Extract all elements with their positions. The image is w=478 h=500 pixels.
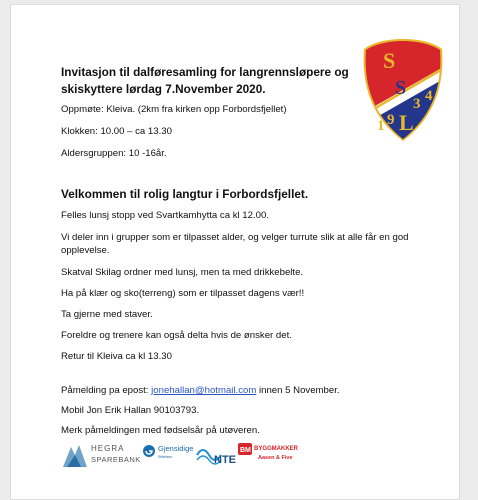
poles-text: Ta gjerne med staver. bbox=[61, 309, 153, 320]
signup-suffix: innen 5 November. bbox=[256, 385, 340, 396]
gjensidige-sub: Stiftelsen bbox=[158, 455, 173, 459]
groups-text: Vi deler inn i grupper som er tilpasset alder, og velger turrute slik at alle får en god opplevelse. bbox=[61, 232, 409, 256]
birthyear-text: Merk påmeldingen med fødselsår på utøveren. bbox=[61, 425, 260, 436]
welcome-heading: Velkommen til rolig langtur i Forbordsfjellet. bbox=[61, 187, 309, 201]
nte-logo bbox=[197, 450, 236, 466]
byggmakker-logo bbox=[238, 443, 299, 461]
signup-prefix: Påmelding pa epost: bbox=[61, 385, 152, 396]
hegra-sparebank-logo bbox=[63, 444, 141, 467]
sponsor-logos bbox=[61, 437, 299, 469]
crest-digit-1: 1 bbox=[377, 118, 385, 134]
email-link[interactable]: jonehallan@hotmail.com bbox=[151, 385, 257, 396]
club-crest-logo bbox=[361, 38, 445, 142]
heading-line2: skiskyttere lørdag 7.November 2020. bbox=[61, 82, 266, 96]
hegra-name: HEGRA bbox=[91, 444, 125, 453]
crest-digit-9: 9 bbox=[387, 112, 395, 128]
crest-digit-3: 3 bbox=[413, 96, 421, 112]
byggmakker-name: BYGGMAKKER bbox=[254, 446, 299, 452]
gjensidige-name: Gjensidige bbox=[158, 444, 194, 453]
skilag-text: Skatval Skilag ordner med lunsj, men ta med drikkebelte. bbox=[61, 267, 304, 278]
lunch-text: Felles lunsj stopp ved Svartkamhytta ca kl 12.00. bbox=[61, 210, 269, 221]
signup-line bbox=[61, 385, 340, 397]
document-page bbox=[10, 4, 460, 500]
return-text: Retur til Kleiva ca kl 13.30 bbox=[61, 351, 172, 362]
meeting-text: Oppmøte: Kleiva. (2km fra kirken opp Forbordsfjellet) bbox=[61, 104, 287, 115]
age-text: Aldersgruppen: 10 -16år. bbox=[61, 148, 167, 159]
mobile-text: Mobil Jon Erik Hallan 90103793. bbox=[61, 405, 200, 416]
crest-digit-4: 4 bbox=[425, 88, 433, 104]
time-text: Klokken: 10.00 – ca 13.30 bbox=[61, 126, 172, 137]
crest-letter-l: L bbox=[399, 110, 414, 135]
bm-text: BM bbox=[240, 447, 251, 454]
nte-name: NTE bbox=[214, 454, 236, 466]
aasen-five-name: Aasen & Five bbox=[258, 455, 293, 461]
crest-letter-s1: S bbox=[383, 48, 396, 73]
gjensidige-logo bbox=[143, 444, 193, 459]
crest-letter-s2: S bbox=[395, 77, 407, 99]
hegra-sparebank-name: SPAREBANK bbox=[91, 455, 141, 464]
clothes-text: Ha på klær og sko(terreng) som er tilpasset dagens vær!! bbox=[61, 288, 305, 299]
heading-line1: Invitasjon til dalføresamling for langrennsløpere og bbox=[61, 65, 349, 79]
parents-text: Foreldre og trenere kan også delta hvis de ønsker det. bbox=[61, 330, 292, 341]
